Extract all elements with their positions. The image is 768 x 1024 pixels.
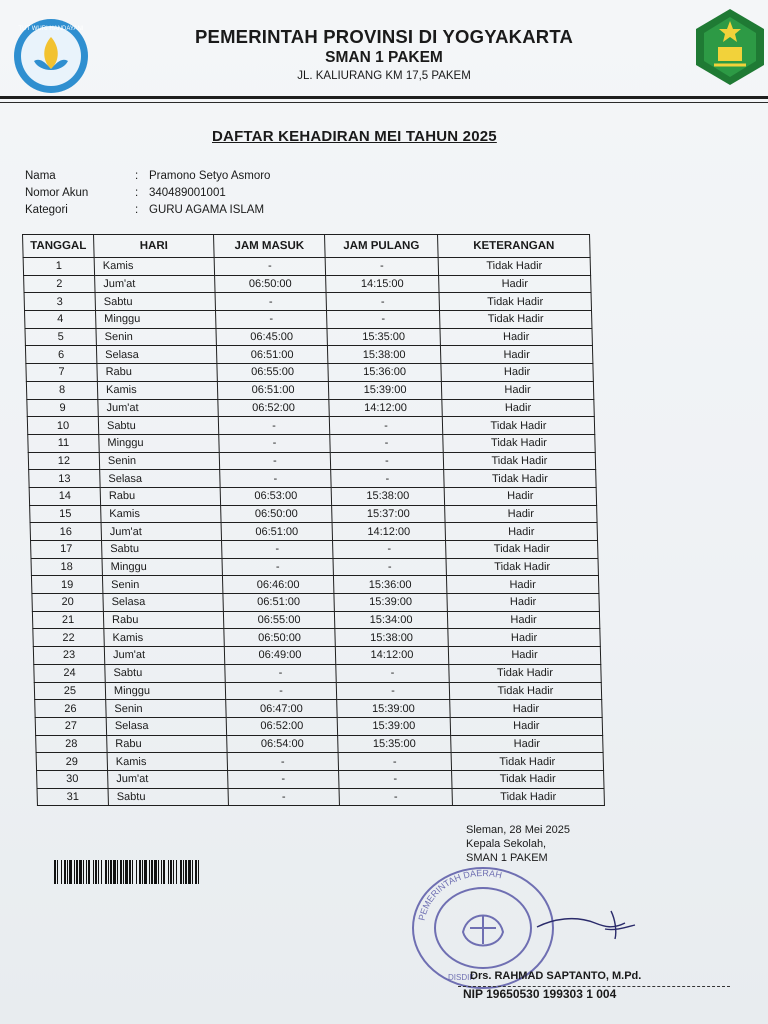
info-row-category: Kategori : GURU AGAMA ISLAM	[25, 204, 265, 216]
table-row	[31, 576, 598, 594]
cell-day: Rabu	[103, 611, 223, 629]
cell-time-in: 06:52:00	[226, 717, 337, 735]
cell-remarks: Hadir	[440, 346, 592, 364]
svg-text:PEMERINTAH DAERAH: PEMERINTAH DAERAH	[416, 867, 503, 922]
cell-time-in: -	[219, 452, 330, 470]
cell-time-out: 15:34:00	[334, 611, 447, 629]
cell-day: Sabtu	[108, 788, 228, 806]
cell-date: 23	[33, 647, 104, 665]
cell-remarks: Tidak Hadir	[438, 258, 590, 276]
cell-date: 30	[37, 770, 108, 788]
table-row	[29, 487, 596, 505]
cell-day: Senin	[102, 576, 222, 594]
barcode-bar	[67, 860, 68, 884]
table-row	[36, 753, 603, 771]
cell-time-out: 15:37:00	[332, 505, 445, 523]
cell-date: 9	[27, 399, 98, 417]
cell-time-in: -	[218, 417, 329, 435]
barcode-bar	[113, 860, 116, 884]
table-row	[25, 346, 592, 364]
cell-date: 24	[34, 664, 105, 682]
table-row	[30, 523, 597, 541]
cell-time-in: 06:51:00	[216, 346, 327, 364]
cell-time-out: 14:12:00	[329, 399, 442, 417]
cell-day: Selasa	[96, 346, 216, 364]
barcode-bar	[64, 860, 66, 884]
barcode-bar	[83, 860, 84, 884]
cell-day: Senin	[99, 452, 219, 470]
cell-day: Kamis	[101, 505, 221, 523]
cell-time-out: -	[339, 770, 452, 788]
cell-date: 1	[23, 258, 94, 276]
cell-remarks: Hadir	[450, 717, 602, 735]
handwritten-signature-icon	[535, 905, 640, 943]
cell-day: Jum'at	[98, 399, 218, 417]
table-row	[25, 328, 592, 346]
category-label: Kategori	[25, 204, 68, 216]
cell-day: Rabu	[100, 487, 220, 505]
cell-time-in: 06:50:00	[224, 629, 335, 647]
cell-day: Senin	[106, 700, 226, 718]
cell-time-out: 15:35:00	[327, 328, 440, 346]
barcode-bar	[88, 860, 90, 884]
table-row	[33, 629, 600, 647]
cell-remarks: Hadir	[441, 381, 593, 399]
barcode-bar	[95, 860, 97, 884]
cell-remarks: Tidak Hadir	[443, 434, 595, 452]
cell-time-out: -	[331, 470, 444, 488]
cell-time-out: -	[325, 258, 438, 276]
barcode-bar	[123, 860, 124, 884]
cell-time-out: 15:35:00	[338, 735, 451, 753]
cell-time-out: 14:12:00	[332, 523, 445, 541]
cell-remarks: Tidak Hadir	[446, 541, 598, 559]
table-row	[26, 381, 593, 399]
cell-remarks: Hadir	[444, 487, 596, 505]
cell-remarks: Hadir	[448, 629, 600, 647]
barcode-bar	[57, 860, 58, 884]
table-row	[37, 788, 604, 806]
header-date: TANGGAL	[23, 235, 95, 258]
cell-time-in: -	[219, 434, 330, 452]
signature-school: SMAN 1 PAKEM	[466, 852, 548, 864]
cell-remarks: Hadir	[442, 399, 594, 417]
header-time-out: JAM PULANG	[325, 235, 439, 258]
cell-remarks: Tidak Hadir	[446, 558, 598, 576]
name-value: Pramono Setyo Asmoro	[149, 170, 271, 182]
header-divider-thick	[0, 96, 768, 99]
barcode-bar	[54, 860, 56, 884]
table-header-row	[23, 235, 591, 258]
cell-day: Kamis	[97, 381, 217, 399]
cell-day: Senin	[96, 328, 216, 346]
school-name: SMAN 1 PAKEM	[325, 49, 443, 66]
cell-date: 12	[28, 452, 99, 470]
info-row-name: Nama : Pramono Setyo Asmoro	[25, 170, 271, 182]
table-row	[35, 717, 602, 735]
cell-time-out: 15:39:00	[337, 717, 450, 735]
cell-date: 17	[31, 541, 102, 559]
table-row	[34, 682, 601, 700]
barcode-bar	[79, 860, 82, 884]
cell-day: Rabu	[107, 735, 227, 753]
cell-date: 4	[25, 311, 96, 329]
cell-remarks: Tidak Hadir	[444, 470, 596, 488]
table-row	[33, 647, 600, 665]
cell-date: 21	[32, 611, 103, 629]
cell-time-out: 15:38:00	[335, 629, 448, 647]
table-row	[31, 558, 598, 576]
cell-date: 16	[30, 523, 101, 541]
table-row	[25, 311, 592, 329]
cell-time-out: -	[327, 311, 440, 329]
header-divider-thin	[0, 102, 768, 103]
cell-date: 6	[25, 346, 96, 364]
cell-time-in: -	[228, 788, 339, 806]
cell-time-in: 06:55:00	[223, 611, 334, 629]
cell-date: 13	[29, 470, 100, 488]
cell-time-in: -	[214, 258, 325, 276]
cell-day: Jum'at	[101, 523, 221, 541]
barcode-bar	[195, 860, 197, 884]
government-header: PEMERINTAH PROVINSI DI YOGYAKARTA	[194, 26, 574, 47]
barcode-bar	[183, 860, 184, 884]
barcode-bar	[149, 860, 150, 884]
cell-time-out: -	[336, 682, 449, 700]
cell-time-out: 14:15:00	[326, 275, 439, 293]
cell-date: 10	[27, 417, 98, 435]
cell-time-out: -	[330, 434, 443, 452]
cell-date: 14	[29, 487, 100, 505]
cell-time-in: 06:51:00	[221, 523, 332, 541]
svg-text:DISDIK: DISDIK	[448, 973, 475, 982]
cell-time-in: -	[228, 770, 339, 788]
cell-remarks: Hadir	[447, 594, 599, 612]
cell-time-in: -	[227, 753, 338, 771]
cell-remarks: Tidak Hadir	[442, 417, 594, 435]
barcode-bar	[192, 860, 193, 884]
table-row	[28, 452, 595, 470]
cell-date: 20	[32, 594, 103, 612]
cell-remarks: Tidak Hadir	[449, 682, 601, 700]
barcode-bar	[76, 860, 78, 884]
cell-date: 28	[36, 735, 107, 753]
account-label: Nomor Akun	[25, 187, 89, 199]
cell-time-in: 06:53:00	[220, 487, 331, 505]
cell-date: 29	[36, 753, 107, 771]
cell-remarks: Tidak Hadir	[451, 753, 603, 771]
cell-day: Minggu	[105, 682, 225, 700]
cell-time-out: -	[338, 753, 451, 771]
cell-time-in: -	[216, 311, 327, 329]
cell-day: Sabtu	[105, 664, 225, 682]
cell-time-out: -	[333, 541, 446, 559]
table-row	[28, 434, 595, 452]
table-row	[35, 700, 602, 718]
document-title: DAFTAR KEHADIRAN MEI TAHUN 2025	[212, 128, 497, 145]
barcode-bar	[110, 860, 112, 884]
cell-time-in: 06:50:00	[221, 505, 332, 523]
cell-day: Selasa	[106, 717, 226, 735]
cell-time-in: 06:47:00	[226, 700, 337, 718]
barcode-bar	[120, 860, 122, 884]
cell-time-out: 15:38:00	[327, 346, 440, 364]
cell-time-in: 06:51:00	[217, 381, 328, 399]
cell-remarks: Tidak Hadir	[440, 311, 592, 329]
barcode-bar	[93, 860, 94, 884]
name-label: Nama	[25, 170, 56, 182]
cell-day: Sabtu	[95, 293, 215, 311]
cell-date: 18	[31, 558, 102, 576]
cell-date: 25	[34, 682, 105, 700]
cell-time-in: 06:51:00	[223, 594, 334, 612]
barcode-bar	[176, 860, 177, 884]
category-value: GURU AGAMA ISLAM	[149, 204, 265, 216]
cell-day: Rabu	[97, 364, 217, 382]
barcode-bar	[198, 860, 199, 884]
cell-day: Minggu	[96, 311, 216, 329]
barcode-bar	[163, 860, 165, 884]
barcode-bar	[98, 860, 99, 884]
cell-remarks: Tidak Hadir	[449, 664, 601, 682]
cell-remarks: Hadir	[441, 364, 593, 382]
cell-time-in: -	[225, 664, 336, 682]
barcode-bar	[139, 860, 141, 884]
barcode-bar	[125, 860, 128, 884]
table-row	[27, 399, 594, 417]
info-row-account: Nomor Akun : 340489001001	[25, 187, 226, 199]
table-row	[31, 541, 598, 559]
table-row	[32, 611, 599, 629]
cell-remarks: Tidak Hadir	[452, 770, 604, 788]
attendance-table	[22, 234, 605, 806]
cell-time-in: -	[220, 470, 331, 488]
barcode-bar	[117, 860, 118, 884]
barcode-bar	[180, 860, 182, 884]
cell-day: Kamis	[107, 753, 227, 771]
cell-date: 27	[35, 717, 106, 735]
barcode-bar	[151, 860, 153, 884]
cell-date: 26	[35, 700, 106, 718]
cell-time-out: -	[336, 664, 449, 682]
table-row	[27, 417, 594, 435]
cell-time-in: 06:55:00	[217, 364, 328, 382]
cell-remarks: Hadir	[440, 328, 592, 346]
cell-day: Jum'at	[95, 275, 215, 293]
cell-time-out: -	[330, 452, 443, 470]
signature-position: Kepala Sekolah,	[466, 838, 547, 850]
cell-remarks: Hadir	[446, 576, 598, 594]
cell-day: Selasa	[100, 470, 220, 488]
cell-time-out: -	[339, 788, 452, 806]
cell-day: Sabtu	[98, 417, 218, 435]
header-time-in: JAM MASUK	[214, 235, 326, 258]
cell-time-out: -	[326, 293, 439, 311]
table-row	[37, 770, 604, 788]
cell-remarks: Tidak Hadir	[443, 452, 595, 470]
cell-time-in: -	[215, 293, 326, 311]
cell-remarks: Hadir	[450, 700, 602, 718]
cell-time-in: 06:52:00	[218, 399, 329, 417]
cell-time-in: -	[222, 558, 333, 576]
cell-time-in: 06:50:00	[215, 275, 326, 293]
barcode-bar	[108, 860, 109, 884]
cell-date: 3	[24, 293, 95, 311]
cell-day: Kamis	[94, 258, 214, 276]
cell-time-out: 15:38:00	[331, 487, 444, 505]
barcode-bar	[158, 860, 159, 884]
table-row	[29, 470, 596, 488]
cell-remarks: Hadir	[445, 505, 597, 523]
cell-remarks: Hadir	[447, 611, 599, 629]
cell-day: Sabtu	[102, 541, 222, 559]
barcode-bar	[173, 860, 174, 884]
cell-time-out: -	[333, 558, 446, 576]
cell-date: 5	[25, 328, 96, 346]
table-row	[24, 293, 591, 311]
table-row	[26, 364, 593, 382]
cell-time-out: 15:39:00	[334, 594, 447, 612]
table-row	[34, 664, 601, 682]
cell-date: 19	[31, 576, 102, 594]
cell-day: Jum'at	[108, 770, 228, 788]
table-row	[32, 594, 599, 612]
barcode-bar	[136, 860, 137, 884]
barcode-bar	[101, 860, 102, 884]
cell-remarks: Hadir	[448, 647, 600, 665]
table-row	[30, 505, 597, 523]
barcode-bar	[185, 860, 187, 884]
barcode-bar	[188, 860, 191, 884]
table-row	[36, 735, 603, 753]
cell-date: 11	[28, 434, 99, 452]
cell-date: 31	[37, 788, 108, 806]
cell-time-out: -	[329, 417, 442, 435]
barcode-bar	[170, 860, 172, 884]
cell-remarks: Hadir	[445, 523, 597, 541]
cell-time-in: -	[225, 682, 336, 700]
cell-time-in: -	[222, 541, 333, 559]
cell-date: 2	[24, 275, 95, 293]
cell-time-in: 06:49:00	[224, 647, 335, 665]
cell-day: Kamis	[104, 629, 224, 647]
cell-time-in: 06:45:00	[216, 328, 327, 346]
barcode-bar	[61, 860, 62, 884]
cell-remarks: Hadir	[439, 275, 591, 293]
cell-time-out: 15:39:00	[337, 700, 450, 718]
cell-day: Minggu	[99, 434, 219, 452]
cell-date: 22	[33, 629, 104, 647]
official-nip: NIP 19650530 199303 1 004	[463, 987, 617, 1001]
account-value: 340489001001	[149, 187, 226, 199]
barcode-bar	[132, 860, 133, 884]
barcode-bar	[168, 860, 169, 884]
school-address: JL. KALIURANG KM 17,5 PAKEM	[297, 70, 471, 82]
header-remarks: KETERANGAN	[438, 235, 591, 258]
barcode-icon	[54, 860, 202, 884]
barcode-bar	[105, 860, 107, 884]
barcode-bar	[144, 860, 147, 884]
cell-day: Selasa	[103, 594, 223, 612]
table-row	[23, 258, 590, 276]
barcode-bar	[69, 860, 72, 884]
cell-remarks: Tidak Hadir	[439, 293, 591, 311]
cell-date: 15	[30, 505, 101, 523]
cell-time-in: 06:54:00	[227, 735, 338, 753]
barcode-bar	[154, 860, 157, 884]
svg-text:TUT WURI HANDAYANI: TUT WURI HANDAYANI	[18, 26, 84, 32]
cell-remarks: Tidak Hadir	[452, 788, 604, 806]
barcode-bar	[74, 860, 75, 884]
cell-day: Jum'at	[104, 647, 224, 665]
barcode-bar	[129, 860, 131, 884]
cell-date: 7	[26, 364, 97, 382]
cell-time-out: 14:12:00	[335, 647, 448, 665]
official-name: Drs. RAHMAD SAPTANTO, M.Pd.	[470, 970, 642, 982]
cell-day: Minggu	[102, 558, 222, 576]
cell-date: 8	[26, 381, 97, 399]
barcode-bar	[161, 860, 162, 884]
barcode-bar	[86, 860, 87, 884]
cell-time-out: 15:36:00	[328, 364, 441, 382]
cell-time-out: 15:36:00	[333, 576, 446, 594]
barcode-bar	[142, 860, 143, 884]
header-day: HARI	[94, 235, 215, 258]
cell-time-out: 15:39:00	[328, 381, 441, 399]
cell-time-in: 06:46:00	[222, 576, 333, 594]
cell-remarks: Hadir	[451, 735, 603, 753]
signature-place-date: Sleman, 28 Mei 2025	[466, 824, 570, 836]
table-row	[24, 275, 591, 293]
